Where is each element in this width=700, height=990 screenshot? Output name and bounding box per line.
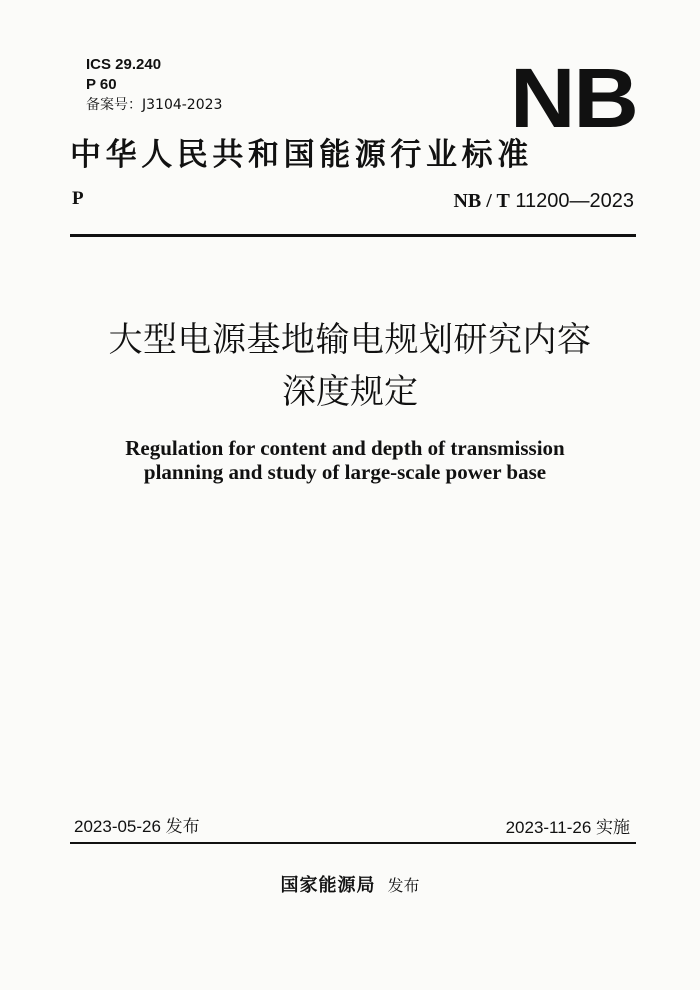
implementation-date: 2023-11-26 实施 [505, 818, 630, 837]
record-number: 备案号：J3104-2023 [86, 97, 223, 113]
classification-code: P 60 [86, 76, 117, 93]
top-divider [70, 234, 636, 237]
category-letter: P [72, 188, 84, 209]
chinese-title-line-2: 深度规定 [282, 372, 418, 412]
english-title-line-2: planning and study of large-scale power base [143, 460, 547, 484]
publisher [0, 874, 700, 898]
publisher-verb: 发布 [387, 876, 420, 895]
standard-number [453, 189, 634, 213]
issue-date: 2023-05-26 发布 [74, 817, 200, 836]
chinese-title-line-1: 大型电源基地输电规划研究内容 [108, 320, 592, 360]
ics-code: ICS 29.240 [86, 56, 162, 73]
publisher-name: 国家能源局 [280, 875, 376, 896]
bottom-divider [70, 842, 636, 844]
english-title-line-1: Regulation for content and depth of transmission [125, 436, 565, 460]
nb-logo: NB [510, 51, 637, 145]
standard-number-value: 11200—2023 [515, 190, 634, 212]
standard-organization-title: 中华人民共和国能源行业标准 [70, 137, 533, 173]
standard-number-prefix: NB / T [453, 190, 510, 212]
